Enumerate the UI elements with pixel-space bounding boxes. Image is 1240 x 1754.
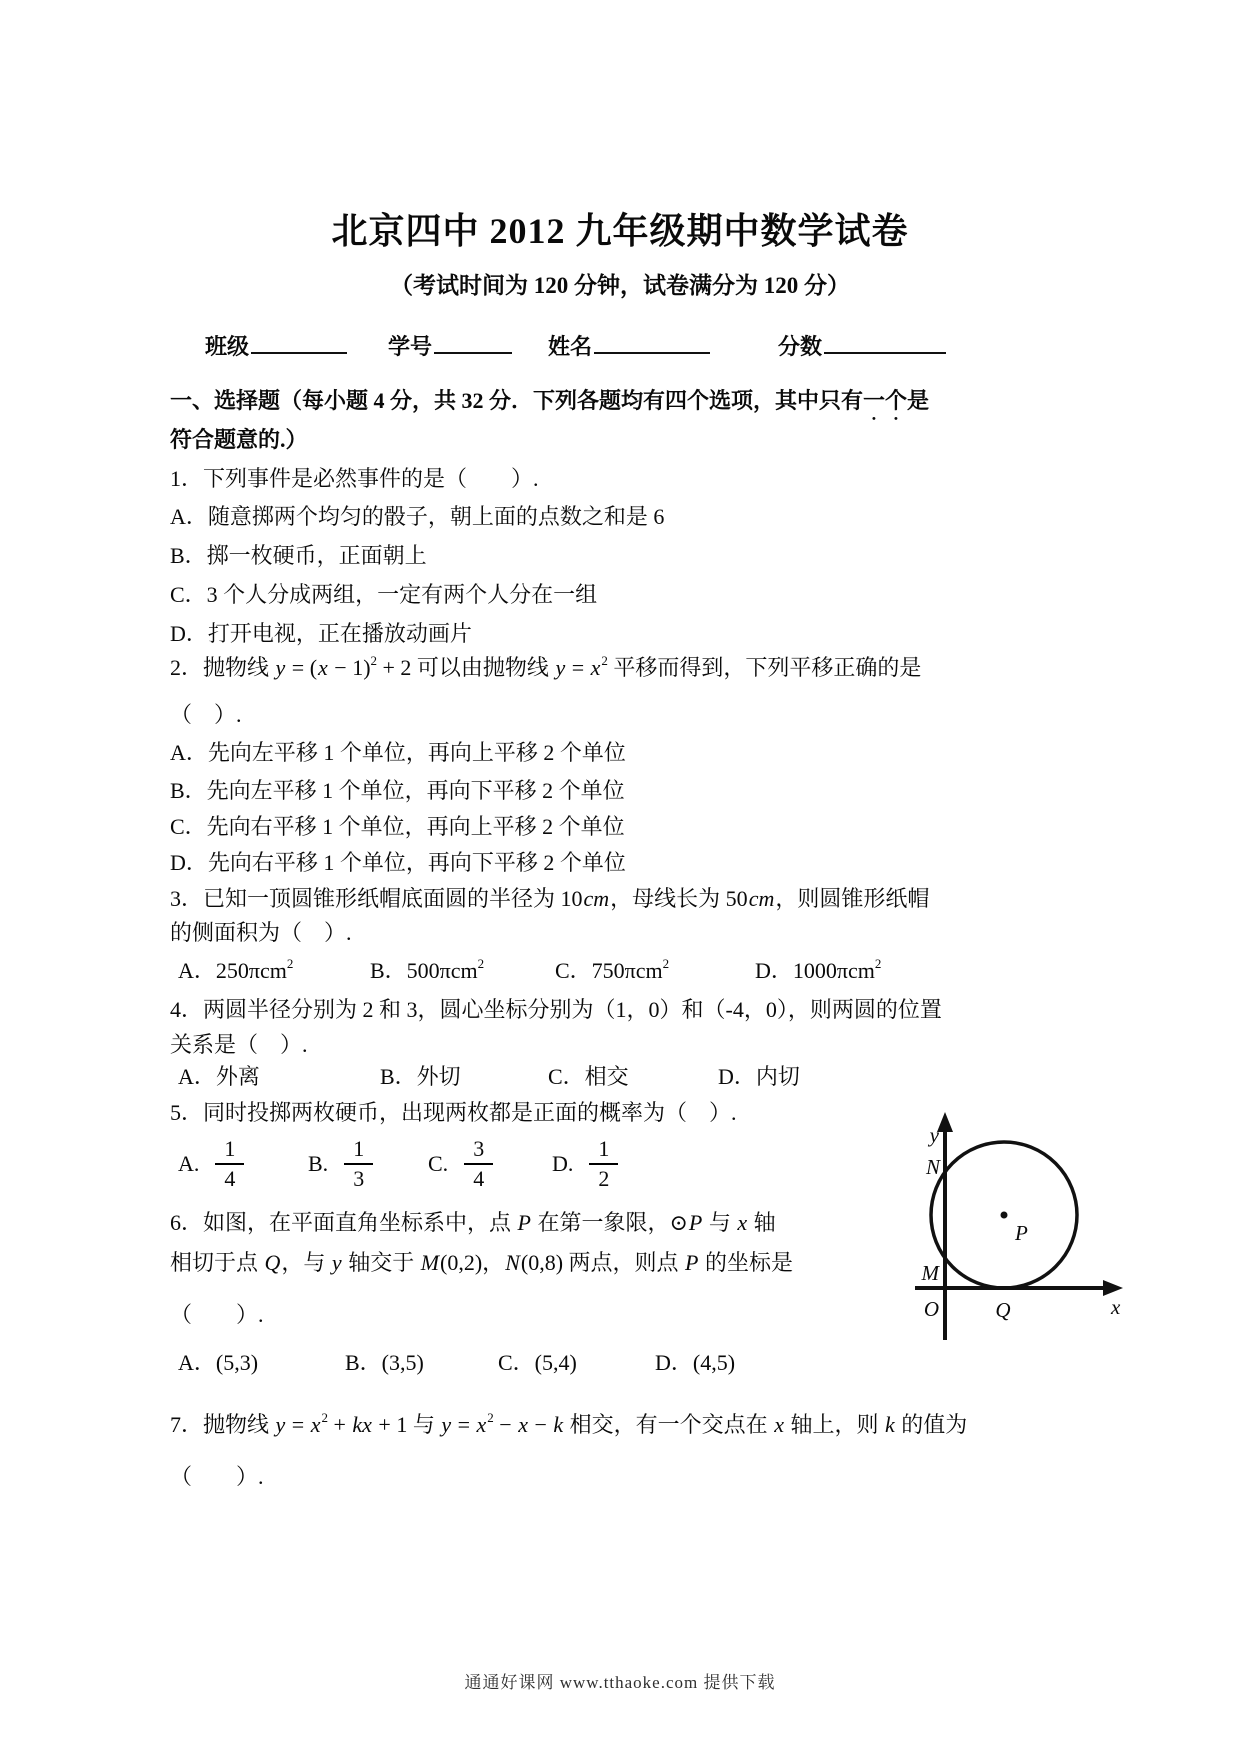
text-segment: Q bbox=[264, 1250, 281, 1275]
text-segment: y bbox=[275, 1412, 286, 1437]
question-3-option-c bbox=[555, 956, 669, 986]
question-3-option-a bbox=[178, 956, 293, 986]
name-field-blank bbox=[594, 330, 710, 354]
text-segment: (0,2)， bbox=[440, 1250, 505, 1275]
name-field bbox=[548, 330, 710, 362]
score-field bbox=[778, 330, 946, 362]
text-segment: = bbox=[286, 1412, 310, 1437]
text-segment: cm bbox=[748, 886, 775, 911]
question-6-stem-line1 bbox=[170, 1208, 776, 1238]
question-2-option-a: A．先向左平移 1 个单位，再向上平移 2 个单位 bbox=[170, 740, 626, 765]
text-segment: x bbox=[476, 1412, 487, 1437]
question-4-stem-line2: 关系是（ ）. bbox=[170, 1032, 308, 1057]
question-1-option-b: B．掷一枚硬币，正面朝上 bbox=[170, 543, 427, 568]
text-segment: 2 bbox=[601, 652, 608, 668]
x-axis-arrow-icon bbox=[1103, 1280, 1123, 1296]
text-segment: 轴上，则 bbox=[784, 1412, 884, 1437]
text-segment: 2 bbox=[370, 652, 378, 668]
option-text: A．250πcm bbox=[178, 958, 287, 983]
question-1-stem: 1．下列事件是必然事件的是（ ）. bbox=[170, 466, 539, 491]
text-segment: − bbox=[493, 1412, 518, 1437]
circle-center-dot bbox=[1001, 1212, 1008, 1219]
fraction bbox=[464, 1136, 493, 1193]
student-id-field bbox=[388, 330, 512, 362]
score-field-blank bbox=[824, 330, 946, 354]
point-n-label: N bbox=[925, 1155, 940, 1179]
question-6-answer-paren: （ ）. bbox=[170, 1302, 264, 1327]
question-4-option-b: B．外切 bbox=[380, 1064, 461, 1089]
text-segment: 轴 bbox=[748, 1210, 776, 1235]
name-field-label: 姓名 bbox=[548, 334, 593, 359]
option-label: A. bbox=[178, 1151, 200, 1177]
fraction-numerator: 1 bbox=[215, 1136, 244, 1165]
question-5-option-d bbox=[552, 1136, 618, 1193]
question-1-option-a: A．随意掷两个均匀的骰子，朝上面的点数之和是 6 bbox=[170, 504, 665, 529]
question-5-option-a bbox=[178, 1136, 244, 1193]
score-field-label: 分数 bbox=[778, 334, 823, 359]
y-axis-label: y bbox=[929, 1123, 939, 1147]
text-segment: − 1) bbox=[328, 655, 371, 680]
text-segment: x bbox=[774, 1412, 784, 1437]
question-5-option-b bbox=[308, 1136, 373, 1193]
question-3-stem-line2: 的侧面积为（ ）. bbox=[170, 920, 352, 945]
text-segment: k bbox=[884, 1412, 895, 1437]
student-id-field-blank bbox=[434, 330, 512, 354]
text-segment: 2 bbox=[487, 1409, 494, 1425]
text-segment: x bbox=[310, 1412, 321, 1437]
text-segment: x bbox=[518, 1412, 528, 1437]
text-segment: x bbox=[318, 655, 328, 680]
question-6-stem-line2 bbox=[170, 1248, 793, 1278]
point-q-label: Q bbox=[995, 1298, 1011, 1322]
text-segment: y bbox=[555, 655, 566, 680]
text-segment: + bbox=[327, 1412, 352, 1437]
fraction-numerator: 1 bbox=[589, 1136, 618, 1165]
question-3-option-b bbox=[370, 956, 484, 986]
text-segment: ，则圆锥形纸帽 bbox=[775, 886, 930, 911]
text-segment: x bbox=[590, 655, 601, 680]
text-segment: cm bbox=[583, 886, 610, 911]
class-field-blank bbox=[251, 330, 347, 354]
page-subtitle: （考试时间为 120 分钟，试卷满分为 120 分） bbox=[390, 273, 850, 298]
text-segment: + 1 与 bbox=[372, 1412, 441, 1437]
question-4-stem-line1: 4．两圆半径分别为 2 和 3，圆心坐标分别为（1，0）和（-4，0），则两圆的位置 bbox=[170, 997, 942, 1022]
option-label: C. bbox=[428, 1151, 449, 1177]
student-id-field-label: 学号 bbox=[388, 334, 433, 359]
section1-heading-line1 bbox=[170, 386, 929, 425]
text-segment: + 2 可以由抛物线 bbox=[377, 655, 555, 680]
text-segment: ，母线长为 50 bbox=[610, 886, 748, 911]
fraction-denominator: 3 bbox=[353, 1166, 365, 1192]
question-3-stem-line1 bbox=[170, 884, 929, 914]
fraction-denominator: 4 bbox=[473, 1166, 485, 1192]
fraction bbox=[344, 1136, 373, 1193]
question-6-option-a: A．(5,3) bbox=[178, 1350, 259, 1375]
question-2-answer-paren: （ ）. bbox=[170, 702, 242, 727]
option-superscript: 2 bbox=[662, 955, 670, 971]
question-7-answer-paren: （ ）. bbox=[170, 1464, 264, 1489]
text-segment: 与 bbox=[703, 1210, 737, 1235]
question-6-option-d: D．(4,5) bbox=[655, 1350, 736, 1375]
text-segment: y bbox=[441, 1412, 452, 1437]
text-segment: 7．抛物线 bbox=[170, 1412, 275, 1437]
y-axis-arrow-icon bbox=[937, 1112, 953, 1132]
page-title: 北京四中 2012 九年级期中数学试卷 bbox=[331, 211, 909, 251]
text-segment: 相交，有一个交点在 bbox=[564, 1412, 774, 1437]
fraction bbox=[589, 1136, 618, 1193]
fraction bbox=[215, 1136, 244, 1193]
fraction-numerator: 1 bbox=[344, 1136, 373, 1165]
fraction-numerator: 3 bbox=[464, 1136, 493, 1165]
text-segment: = bbox=[566, 655, 590, 680]
fraction-denominator: 4 bbox=[224, 1166, 236, 1192]
option-text: C．750πcm bbox=[555, 958, 663, 983]
class-field-label: 班级 bbox=[205, 334, 250, 359]
text-segment: 2 bbox=[321, 1409, 328, 1425]
question-6-option-b: B．(3,5) bbox=[345, 1350, 424, 1375]
question-3-option-d bbox=[755, 956, 881, 986]
text-segment: P bbox=[517, 1210, 531, 1235]
question-6-option-c: C．(5,4) bbox=[498, 1350, 577, 1375]
text-segment: kx bbox=[352, 1412, 372, 1437]
text-segment: y bbox=[275, 655, 286, 680]
text-segment: 3．已知一顶圆锥形纸帽底面圆的半径为 10 bbox=[170, 886, 583, 911]
question-2-stem bbox=[170, 653, 921, 683]
text-segment: = bbox=[452, 1412, 476, 1437]
text-segment: (0,8) 两点，则点 bbox=[520, 1250, 685, 1275]
text-segment: 的值为 bbox=[895, 1412, 968, 1437]
option-text: B．500πcm bbox=[370, 958, 478, 983]
option-superscript: 2 bbox=[477, 955, 485, 971]
question-2-option-b: B．先向左平移 1 个单位，再向下平移 2 个单位 bbox=[170, 778, 625, 803]
question-4-option-d: D．内切 bbox=[718, 1064, 800, 1089]
x-axis-label: x bbox=[1111, 1295, 1121, 1319]
fraction-denominator: 2 bbox=[598, 1166, 610, 1192]
text-segment: 平移而得到，下列平移正确的是 bbox=[607, 655, 922, 680]
text-segment: M bbox=[420, 1250, 440, 1275]
text-segment: P bbox=[685, 1250, 699, 1275]
text-segment: x bbox=[737, 1210, 748, 1235]
question-1-option-d: D．打开电视，正在播放动画片 bbox=[170, 621, 472, 646]
question-2-option-c: C．先向右平移 1 个单位，再向上平移 2 个单位 bbox=[170, 814, 625, 839]
text-segment: k bbox=[553, 1412, 564, 1437]
point-m-label: M bbox=[921, 1261, 939, 1285]
option-superscript: 2 bbox=[286, 955, 294, 971]
point-p-label: P bbox=[1015, 1221, 1028, 1245]
question-6-figure bbox=[893, 1106, 1133, 1346]
question-7-stem bbox=[170, 1410, 967, 1440]
question-4-option-c: C．相交 bbox=[548, 1064, 629, 1089]
text-segment: y bbox=[331, 1250, 342, 1275]
text-segment: ，与 bbox=[281, 1250, 331, 1275]
option-label: D. bbox=[552, 1151, 574, 1177]
text-segment: 相切于点 bbox=[170, 1250, 264, 1275]
text-segment: 是 bbox=[907, 388, 930, 413]
text-segment: = ( bbox=[286, 655, 318, 680]
option-superscript: 2 bbox=[874, 955, 882, 971]
question-4-option-a: A．外离 bbox=[178, 1064, 260, 1089]
text-segment: N bbox=[505, 1250, 520, 1275]
origin-label: O bbox=[923, 1297, 939, 1321]
text-segment: P bbox=[688, 1210, 703, 1235]
option-text: D．1000πcm bbox=[755, 958, 875, 983]
text-segment: 6．如图，在平面直角坐标系中，点 bbox=[170, 1210, 517, 1235]
question-2-option-d: D．先向右平移 1 个单位，再向下平移 2 个单位 bbox=[170, 850, 626, 875]
option-label: B. bbox=[308, 1151, 329, 1177]
text-segment: − bbox=[528, 1412, 553, 1437]
question-5-stem: 5．同时投掷两枚硬币，出现两枚都是正面的概率为（ ）. bbox=[170, 1100, 737, 1125]
text-segment: 在第一象限，⊙ bbox=[531, 1210, 688, 1235]
question-1-option-c: C．3 个人分成两组，一定有两个人分在一组 bbox=[170, 582, 598, 607]
class-field bbox=[205, 330, 347, 362]
section1-heading-line2: 符合题意的.） bbox=[170, 427, 308, 452]
text-segment: 的坐标是 bbox=[699, 1250, 793, 1275]
text-segment: 一、选择题（每小题 4 分，共 32 分．下列各题均有四个选项，其中只有 bbox=[170, 388, 864, 413]
text-segment: 2．抛物线 bbox=[170, 655, 275, 680]
question-5-option-c bbox=[428, 1136, 493, 1193]
text-segment: 一个 bbox=[863, 388, 908, 413]
page-footer: 通通好课网 www.tthaoke.com 提供下载 bbox=[464, 1673, 776, 1692]
text-segment: 轴交于 bbox=[342, 1250, 420, 1275]
